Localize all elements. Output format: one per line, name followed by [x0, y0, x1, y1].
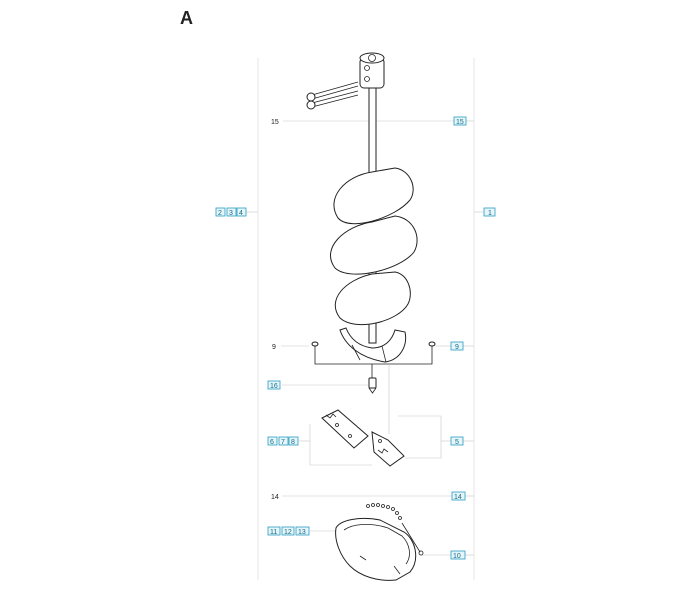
callout-15-right[interactable]: 15: [456, 119, 464, 126]
blade-right: [372, 432, 404, 466]
bolt-pair: [307, 82, 358, 109]
callout-9-left: 9: [272, 344, 276, 351]
row-14: [271, 492, 474, 501]
callout-5[interactable]: 5: [455, 439, 459, 446]
callout-15-left: 15: [271, 119, 279, 126]
callout-9-right[interactable]: 9: [455, 344, 459, 351]
screw-left: [312, 342, 318, 358]
coupling-part: [360, 53, 384, 88]
callout-2[interactable]: 2: [218, 210, 222, 217]
callout-1[interactable]: 1: [488, 210, 492, 217]
callout-10[interactable]: 10: [453, 553, 461, 560]
callout-13[interactable]: 13: [298, 529, 306, 536]
callout-12[interactable]: 12: [284, 529, 292, 536]
callout-7[interactable]: 7: [281, 439, 285, 446]
callout-3[interactable]: 3: [229, 210, 233, 217]
callout-11[interactable]: 11: [270, 529, 278, 536]
row-16: [268, 381, 368, 390]
page-title: A: [180, 8, 193, 28]
callout-8[interactable]: 8: [291, 439, 295, 446]
screw-right: [429, 342, 435, 358]
callout-4[interactable]: 4: [239, 210, 243, 217]
auger-flighting: [330, 168, 417, 325]
callout-16[interactable]: 16: [270, 383, 278, 390]
row-5: [268, 416, 474, 465]
blade-guard: [336, 518, 416, 580]
callout-14-left: 14: [271, 494, 279, 501]
callout-6[interactable]: 6: [270, 439, 274, 446]
center-point: [369, 364, 376, 393]
callout-14-right[interactable]: 14: [454, 494, 462, 501]
blade-left: [322, 410, 368, 448]
